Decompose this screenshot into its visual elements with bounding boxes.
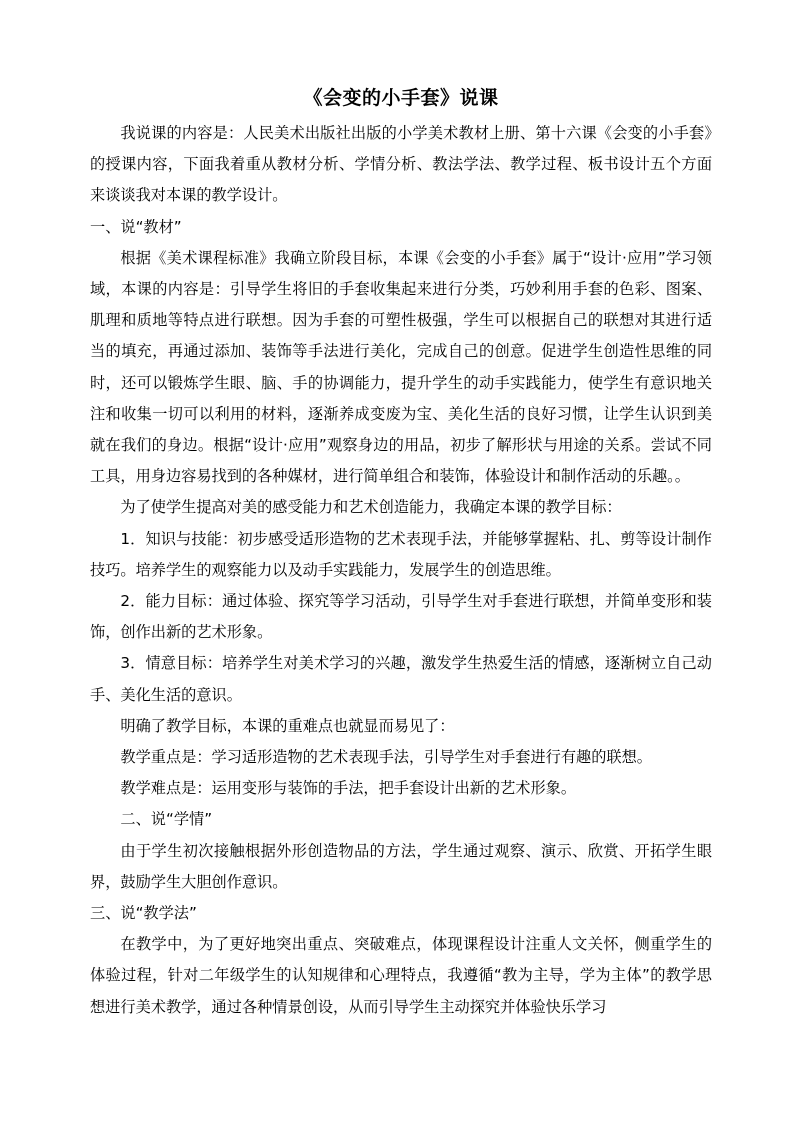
paragraph-key-point: 教学重点是：学习适形造物的艺术表现手法，引导学生对手套进行有趣的联想。 [120,748,652,767]
paragraph-goal-knowledge: 1．知识与技能：初步感受适形造物的艺术表现手法，并能够掌握粘、扎、剪等设计制作技巧。培养学生的观察能力以及动手实践能力，发展学生的创造思维。 [90,529,712,579]
paragraph-textbook-analysis: 根据《美术课程标准》我确立阶段目标，本课《会变的小手套》属于“设计·应用”学习领域，本课的内容是：引导学生将旧的手套收集起来进行分类，巧妙利用手套的色彩、图案、肌理和质地等特点进行联想。因为手套的可塑性极强，学生可以根据自己的联想对其进行适当的填充，再通过添加、装饰等手法进行美化，完成自己的创意。促进学生创造性思维的同时，还可以锻炼学生眼、脑、手的协调能力，提升学生的动手实践能力，使学生有意识地关注和收集一切可以利用的材料，逐渐养成变废为宝、美化生活的良好习惯，让学生认识到美就在我们的身边。根据“设计·应用”观察身边的用品，初步了解形状与用途的关系。尝试不同工具，用身边容易找到的各种媒材，进行简单组合和装饰，体验设计和制作活动的乐趣。。 [90,248,712,486]
document-page [90,78,712,1023]
section-heading-methods: 三、说“教学法” [90,904,197,923]
section-heading-textbook: 一、说“教材” [90,217,182,236]
paragraph-goals-intro: 为了使学生提高对美的感受能力和艺术创造能力，我确定本课的教学目标： [120,498,622,517]
document-title: 《会变的小手套》说课 [303,87,499,109]
paragraph-goal-emotion: 3．情意目标：培养学生对美术学习的兴趣，激发学生热爱生活的情感，逐渐树立自己动手、美化生活的意识。 [90,654,712,704]
paragraph-methods: 在教学中，为了更好地突出重点、突破难点，体现课程设计注重人文关怀，侧重学生的体验过程，针对二年级学生的认知规律和心理特点，我遵循“教为主导，学为主体”的教学思想进行美术教学，通过各种情景创设，从而引导学生主动探究并体验快乐学习 [90,935,712,1016]
paragraph-key-points-intro: 明确了教学目标，本课的重难点也就显而易见了： [120,716,455,735]
paragraph-learners: 由于学生初次接触根据外形创造物品的方法，学生通过观察、演示、欣赏、开拓学生眼界，鼓励学生大胆创作意识。 [90,841,712,891]
paragraph-difficult-point: 教学难点是：运用变形与装饰的手法，把手套设计出新的艺术形象。 [120,779,577,798]
paragraph-intro: 我说课的内容是：人民美术出版社出版的小学美术教材上册、第十六课《会变的小手套》的授课内容，下面我着重从教材分析、学情分析、教法学法、教学过程、板书设计五个方面来谈谈我对本课的教学设计。 [90,124,712,205]
section-heading-learners: 二、说“学情” [120,810,213,829]
paragraph-goal-ability: 2．能力目标：通过体验、探究等学习活动，引导学生对手套进行联想，并简单变形和装饰，创作出新的艺术形象。 [90,592,712,642]
